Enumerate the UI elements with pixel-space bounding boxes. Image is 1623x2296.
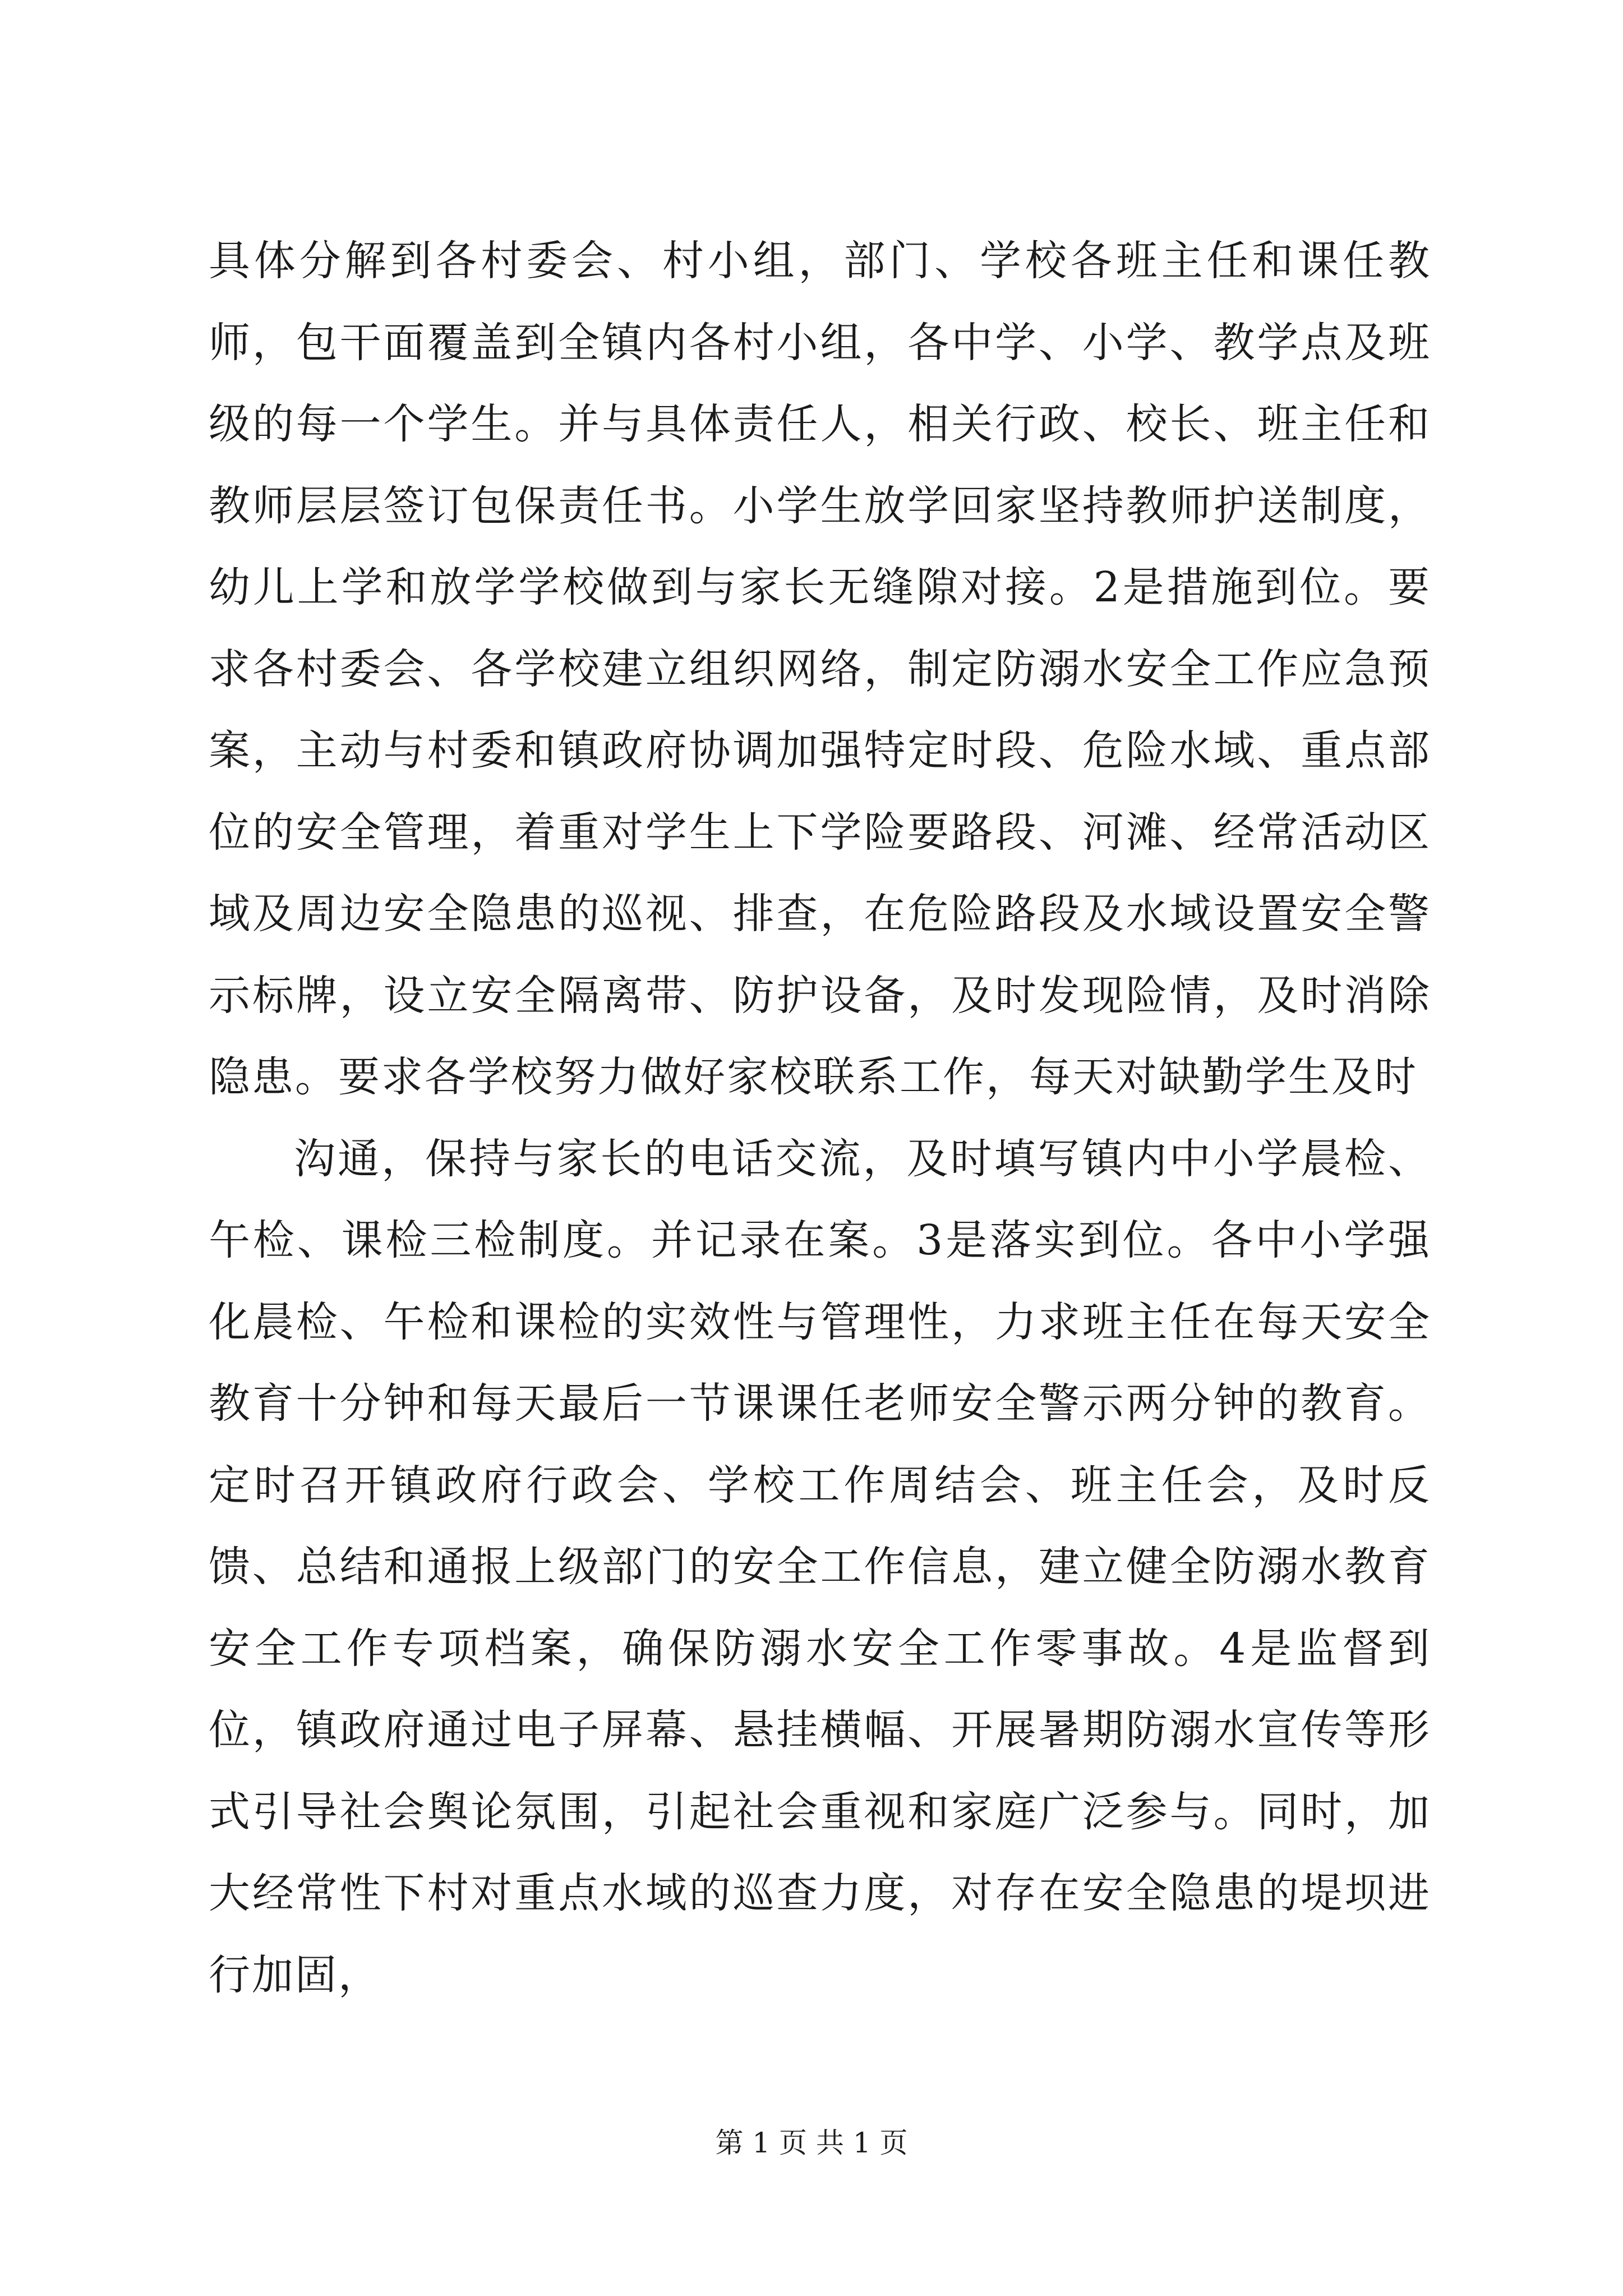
paragraph-1: 具体分解到各村委会、村小组，部门、学校各班主任和课任教师，包干面覆盖到全镇内各村小组，各中学、小学、教学点及班级的每一个学生。并与具体责任人，相关行政、校长、班主任和教师层层签订包保责任书。小学生放学回家坚持教师护送制度，幼儿上学和放学学校做到与家长无缝隙对接。2是措施到位。要求各村委会、各学校建立组织网络，制定防溺水安全工作应急预案，主动与村委和镇政府协调加强特定时段、危险水域、重点部位的安全管理，着重对学生上下学险要路段、河滩、经常活动区域及周边安全隐患的巡视、排查，在危险路段及水域设置安全警示标牌，设立安全隔离带、防护设备，及时发现险情，及时消除隐患。要求各学校努力做好家校联系工作，每天对缺勤学生及时: [209, 237, 1431, 1101]
paragraph-2: 沟通，保持与家长的电话交流，及时填写镇内中小学晨检、午检、课检三检制度。并记录在案。3是落实到位。各中小学强化晨检、午检和课检的实效性与管理性，力求班主任在每天安全教育十分钟和每天最后一节课课任老师安全警示两分钟的教育。定时召开镇政府行政会、学校工作周结会、班主任会，及时反馈、总结和通报上级部门的安全工作信息，建立健全防溺水教育安全工作专项档案，确保防溺水安全工作零事故。4是监督到位，镇政府通过电子屏幕、悬挂横幅、开展暑期防溺水宣传等形式引导社会舆论氛围，引起社会重视和家庭广泛参与。同时，加大经常性下村对重点水域的巡查力度，对存在安全隐患的堤坝进行加固，: [209, 1134, 1431, 1999]
document-body: [209, 220, 1431, 2016]
page-footer: 第 1 页 共 1 页: [715, 2127, 908, 2159]
